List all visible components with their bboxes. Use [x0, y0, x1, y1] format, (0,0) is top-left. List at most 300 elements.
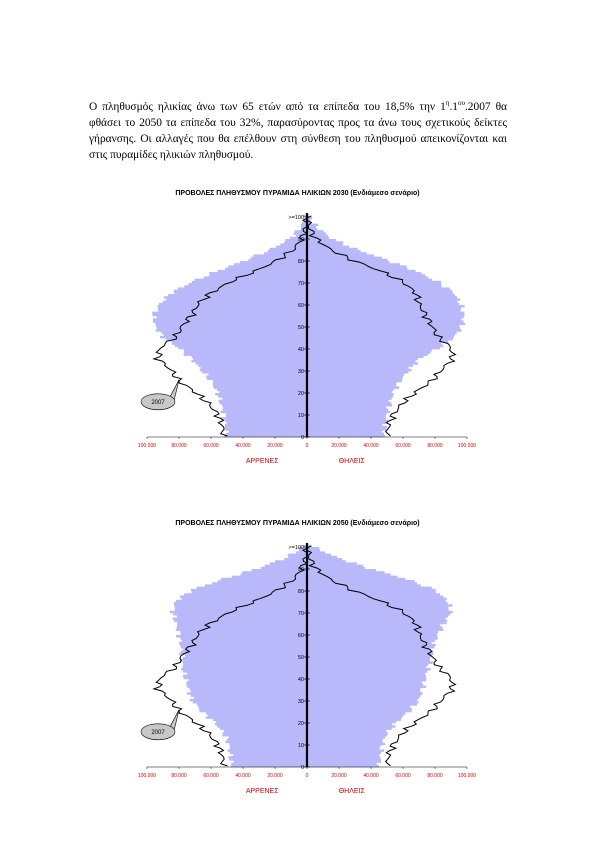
female-bar [307, 613, 450, 615]
male-bar [189, 283, 307, 285]
male-bar [197, 703, 307, 705]
female-bar [307, 584, 421, 586]
female-bar [307, 380, 402, 382]
female-bar [307, 664, 428, 666]
male-bar [199, 710, 307, 712]
female-bar [307, 723, 392, 725]
x-tick-label: 0 [305, 443, 309, 449]
male-bar [166, 298, 307, 300]
female-bar [307, 749, 384, 751]
female-bar [307, 426, 387, 428]
male-bar [183, 661, 307, 663]
male-bar [191, 694, 307, 696]
chart-title-2030: ΠΡΟΒΟΛΕΣ ΠΛΗΘΥΣΜΟΥ ΠΥΡΑΜΙΔΑ ΗΛΙΚΙΩΝ 2030 (Ενδιάμεσο σενάριο) [175, 190, 420, 197]
male-bar [207, 378, 307, 380]
male-bar [270, 562, 307, 564]
female-bar [307, 699, 417, 701]
female-bar [307, 274, 425, 276]
female-bar [307, 285, 441, 287]
female-bar [307, 710, 412, 712]
x-tick-label: 40.000 [235, 443, 251, 449]
male-bar [181, 668, 307, 670]
male-bar [157, 327, 307, 329]
male-bar [180, 644, 307, 646]
female-bar [307, 721, 396, 723]
male-bar [186, 683, 307, 685]
male-bar [159, 303, 307, 305]
female-bar [307, 615, 448, 617]
male-bar [212, 582, 307, 584]
female-bar [307, 265, 407, 267]
male-bar [198, 705, 307, 707]
female-bar [307, 259, 388, 261]
male-bar [199, 708, 307, 710]
male-bar [230, 747, 307, 749]
male-bar [184, 353, 307, 355]
female-bar [307, 303, 459, 305]
male-bar [222, 404, 307, 406]
male-bar [226, 413, 307, 415]
female-bar [307, 397, 392, 399]
female-bar [307, 314, 465, 316]
female-bar [307, 686, 426, 688]
female-bar [307, 318, 461, 320]
female-bar [307, 569, 376, 571]
female-bar [307, 272, 422, 274]
male-bar [176, 600, 307, 602]
female-bar [307, 655, 432, 657]
female-bar [307, 611, 453, 613]
male-bar [225, 268, 307, 270]
female-bar [307, 708, 412, 710]
male-bar [153, 320, 307, 322]
male-bar [158, 305, 307, 307]
male-bar [183, 648, 307, 650]
female-bar [307, 692, 423, 694]
age-tick-label: >=100 [288, 215, 304, 221]
x-tick-label: 0 [305, 773, 309, 779]
age-tick-label: 0 [300, 435, 304, 441]
male-bar [187, 692, 307, 694]
female-bar [307, 375, 403, 377]
female-bar [307, 681, 422, 683]
female-bar [307, 620, 447, 622]
female-bar [307, 329, 462, 331]
male-bar [197, 587, 307, 589]
female-bar [307, 338, 453, 340]
female-bar [307, 738, 383, 740]
female-bar [307, 587, 432, 589]
female-bar [307, 756, 380, 758]
male-bar [187, 672, 307, 674]
female-bar [307, 576, 397, 578]
female-bar [307, 683, 423, 685]
female-bar [307, 624, 440, 626]
paragraph-superscript-1: η [445, 99, 450, 107]
male-bar [253, 254, 307, 256]
male-bar [164, 334, 307, 336]
female-bar [307, 690, 420, 692]
male-bar [184, 285, 307, 287]
female-bar [307, 340, 448, 342]
female-bar [307, 653, 433, 655]
female-bar [307, 600, 446, 602]
male-bar [229, 430, 307, 432]
male-bar [234, 760, 307, 762]
male-bar [185, 655, 307, 657]
male-bar [221, 411, 307, 413]
age-tick-label: 40 [297, 677, 304, 683]
female-bar [307, 428, 386, 430]
male-bar [191, 690, 307, 692]
female-bar [307, 712, 405, 714]
x-tick-label: 40.000 [235, 773, 251, 779]
male-bar [225, 426, 307, 428]
male-bar [228, 749, 307, 751]
male-bar [177, 626, 307, 628]
male-bar [202, 371, 307, 373]
callout-label: 2007 [151, 399, 165, 406]
pyramid-chart-2050 [0, 535, 595, 815]
female-bar [307, 657, 430, 659]
age-tick-label: 20 [297, 721, 304, 727]
male-bar [206, 712, 307, 714]
female-bar [307, 406, 386, 408]
male-bar [201, 367, 307, 369]
male-bar [187, 681, 307, 683]
female-bar [307, 637, 438, 639]
female-bar [307, 705, 410, 707]
female-bar [307, 301, 457, 303]
female-bar [307, 419, 388, 421]
paragraph-text-2: .1 [449, 100, 458, 113]
female-bar [307, 358, 418, 360]
female-bar [307, 268, 407, 270]
female-bar [307, 367, 408, 369]
male-bar [276, 246, 307, 248]
age-tick-label: 70 [297, 281, 304, 287]
male-bar [196, 362, 307, 364]
x-tick-label: 20.000 [331, 443, 347, 449]
female-bar [307, 316, 464, 318]
female-bar [307, 389, 394, 391]
male-bar [230, 752, 307, 754]
male-bar [172, 342, 307, 344]
male-bar [225, 419, 307, 421]
female-bar [307, 743, 385, 745]
paragraph-text-1: Ο πληθυσμός ηλικίας άνω των 65 ετών από τα επίπεδα του 18,5% την 1 [89, 100, 446, 113]
male-bar [158, 309, 307, 311]
female-bar [307, 556, 337, 558]
male-bar [175, 609, 307, 611]
male-bar [204, 276, 307, 278]
male-bar [153, 314, 307, 316]
female-bar [307, 342, 441, 344]
female-bar [307, 230, 324, 232]
female-bar [307, 622, 447, 624]
female-bar [307, 741, 383, 743]
male-bar [214, 386, 307, 388]
female-bar [307, 650, 433, 652]
x-tick-label: 80.000 [427, 443, 443, 449]
female-bar [307, 668, 431, 670]
male-bar [170, 611, 307, 613]
female-bar [307, 675, 426, 677]
female-bar [307, 309, 461, 311]
x-tick-label: 40.000 [363, 773, 379, 779]
male-bar [206, 375, 307, 377]
age-tick-label: 30 [297, 699, 304, 705]
age-tick-label: 50 [297, 325, 304, 331]
male-bar [217, 389, 307, 391]
female-bar [307, 325, 459, 327]
female-bar [307, 424, 382, 426]
female-bar [307, 254, 374, 256]
female-bar [307, 591, 436, 593]
male-bar [181, 646, 307, 648]
male-bar [193, 701, 307, 703]
male-bar [184, 593, 307, 595]
male-bar [229, 736, 307, 738]
age-tick-label: 70 [297, 611, 304, 617]
male-bar [215, 723, 307, 725]
male-bar [179, 642, 307, 644]
female-bar [307, 661, 433, 663]
age-tick-label: 90 [297, 567, 304, 573]
female-bar [307, 356, 423, 358]
female-bar [307, 732, 388, 734]
female-bar [307, 677, 426, 679]
age-tick-label: 0 [300, 765, 304, 771]
male-bar [226, 415, 307, 417]
female-bar [307, 582, 417, 584]
male-bar [183, 664, 307, 666]
female-bar [307, 360, 416, 362]
female-bar [307, 241, 343, 243]
male-bar [161, 331, 307, 333]
male-bar [220, 391, 307, 393]
female-bar [307, 371, 408, 373]
male-bar [182, 639, 307, 641]
paragraph-superscript-2: ου [457, 99, 465, 107]
male-bar [222, 734, 307, 736]
female-bar [307, 609, 449, 611]
male-bar [209, 274, 307, 276]
male-bar [226, 433, 307, 435]
female-bar [307, 292, 453, 294]
female-bar [307, 345, 443, 347]
male-bar [220, 727, 307, 729]
male-bar [195, 279, 307, 281]
male-bar [192, 356, 307, 358]
female-bar [307, 635, 437, 637]
male-bar [171, 340, 307, 342]
female-bar [307, 283, 442, 285]
males-label: ΑΡΡΕΝΕΣ [245, 788, 279, 795]
female-bar [307, 716, 402, 718]
female-bar [307, 639, 435, 641]
male-bar [217, 725, 307, 727]
age-tick-label: 90 [297, 237, 304, 243]
female-bar [307, 727, 392, 729]
x-tick-label: 100.000 [457, 443, 477, 449]
female-bar [307, 294, 455, 296]
male-bar [213, 384, 307, 386]
x-tick-label: 60.000 [395, 443, 411, 449]
female-bar [307, 334, 455, 336]
male-bar [192, 281, 307, 283]
x-tick-label: 80.000 [171, 773, 187, 779]
age-tick-label: 60 [297, 303, 304, 309]
male-bar [153, 318, 307, 320]
female-bar [307, 362, 418, 364]
male-bar [225, 428, 307, 430]
male-bar [183, 670, 307, 672]
male-bar [206, 716, 307, 718]
female-bar [307, 606, 448, 608]
male-bar [189, 679, 307, 681]
male-bar [193, 358, 307, 360]
female-bar [307, 384, 396, 386]
female-bar [307, 666, 426, 668]
x-tick-label: 100.000 [137, 773, 157, 779]
female-bar [307, 320, 464, 322]
female-bar [307, 347, 440, 349]
female-bar [307, 353, 428, 355]
female-bar [307, 411, 390, 413]
female-bar [307, 305, 465, 307]
male-bar [160, 336, 307, 338]
female-bar [307, 261, 390, 263]
female-bar [307, 395, 393, 397]
male-bar [176, 635, 307, 637]
male-bar [190, 688, 307, 690]
male-bar [227, 422, 307, 424]
female-bar [307, 565, 363, 567]
female-bar [307, 604, 452, 606]
female-bar [307, 373, 404, 375]
male-bar [176, 628, 307, 630]
male-bar [213, 719, 307, 721]
male-bar [216, 721, 307, 723]
male-bar [225, 424, 307, 426]
male-bar [205, 584, 307, 586]
age-tick-label: 40 [297, 347, 304, 353]
male-bar [200, 369, 307, 371]
females-label: ΘΗΛΕΙΣ [338, 458, 365, 465]
female-bar [307, 646, 434, 648]
male-bar [231, 763, 307, 765]
female-bar [307, 633, 437, 635]
female-bar [307, 312, 464, 314]
female-bar [307, 701, 419, 703]
x-tick-label: 100.000 [137, 443, 157, 449]
male-bar [155, 323, 307, 325]
female-bar [307, 351, 431, 353]
female-bar [307, 307, 461, 309]
female-bar [307, 369, 411, 371]
females-label: ΘΗΛΕΙΣ [338, 788, 365, 795]
female-bar [307, 580, 415, 582]
female-bar [307, 747, 379, 749]
female-bar [307, 417, 386, 419]
male-bar [152, 312, 307, 314]
male-bar [275, 560, 307, 562]
male-bar [163, 301, 307, 303]
male-bar [174, 292, 307, 294]
male-bar [179, 653, 307, 655]
male-bar [177, 624, 307, 626]
female-bar [307, 349, 432, 351]
age-tick-label: 50 [297, 655, 304, 661]
x-tick-label: 100.000 [457, 773, 477, 779]
female-bar [307, 736, 385, 738]
female-bar [307, 758, 381, 760]
x-tick-label: 60.000 [203, 773, 219, 779]
male-bar [224, 730, 307, 732]
chart-title-2050: ΠΡΟΒΟΛΕΣ ΠΛΗΘΥΣΜΟΥ ΠΥΡΑΜΙΔΑ ΗΛΙΚΙΩΝ 2050 (Ενδιάμεσο σενάριο) [175, 520, 420, 527]
female-bar [307, 659, 430, 661]
female-bar [307, 644, 436, 646]
female-bar [307, 378, 402, 380]
female-bar [307, 290, 452, 292]
male-bar [158, 307, 307, 309]
female-bar [307, 554, 331, 556]
male-bar [222, 397, 307, 399]
x-tick-label: 20.000 [331, 773, 347, 779]
age-tick-label: >=100 [288, 545, 304, 551]
male-bar [174, 602, 307, 604]
male-bar [191, 589, 307, 591]
female-bar [307, 323, 465, 325]
female-bar [307, 298, 460, 300]
female-bar [307, 239, 336, 241]
female-bar [307, 386, 399, 388]
female-bar [307, 402, 391, 404]
female-bar [307, 602, 448, 604]
male-bar [221, 417, 307, 419]
age-tick-label: 60 [297, 633, 304, 639]
male-bar [208, 714, 307, 716]
female-bar [307, 573, 391, 575]
female-bar [307, 617, 446, 619]
male-bar [288, 554, 307, 556]
female-bar [307, 593, 440, 595]
female-bar [307, 391, 392, 393]
female-bar [307, 670, 428, 672]
female-bar [307, 730, 386, 732]
male-bar [209, 272, 307, 274]
female-bar [307, 642, 432, 644]
male-bar [223, 406, 307, 408]
male-bar [178, 287, 307, 289]
female-bar [307, 257, 382, 259]
male-bar [184, 349, 307, 351]
female-bar [307, 270, 416, 272]
female-bar [307, 276, 428, 278]
male-bar [184, 351, 307, 353]
female-bar [307, 725, 395, 727]
male-bar [219, 402, 307, 404]
male-bar [209, 373, 307, 375]
age-tick-label: 80 [297, 259, 304, 265]
female-bar [307, 628, 443, 630]
x-tick-label: 20.000 [267, 443, 283, 449]
male-bar [178, 347, 307, 349]
male-bar [190, 699, 307, 701]
male-bar [280, 243, 307, 245]
males-label: ΑΡΡΕΝΕΣ [245, 458, 279, 465]
